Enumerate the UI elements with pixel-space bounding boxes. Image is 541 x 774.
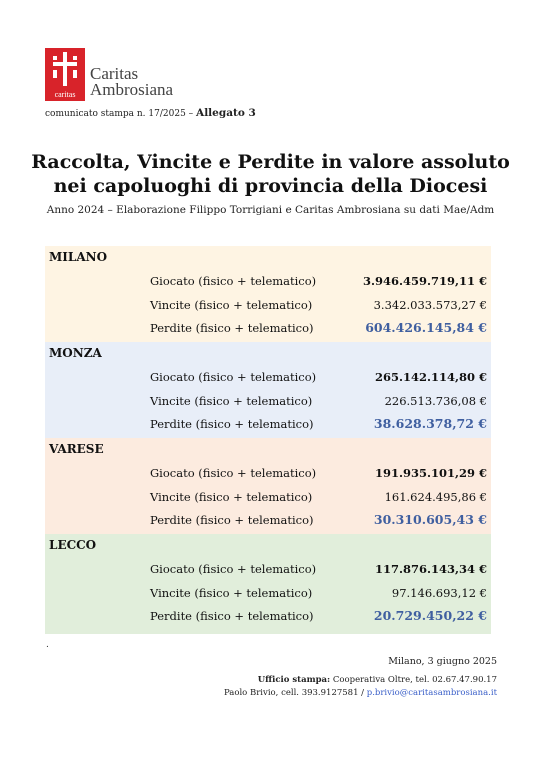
page-subtitle: Anno 2024 – Elaborazione Filippo Torrigiani e Caritas Ambrosiana su dati Mae/Adm <box>46 204 495 216</box>
row-label: Vincite (fisico + telematico) <box>150 586 313 600</box>
title-line1: Raccolta, Vincite e Perdite in valore assoluto <box>31 151 510 173</box>
title-line2: nei capoluoghi di provincia della Diocesi <box>53 175 488 197</box>
giocato-value: 117.876.143,34 € <box>374 562 487 576</box>
row-label: Perdite (fisico + telematico) <box>150 321 314 335</box>
city-block-varese <box>45 438 491 534</box>
row-label: Giocato (fisico + telematico) <box>150 274 317 288</box>
row-giocato <box>45 560 491 580</box>
giocato-value: 265.142.114,80 € <box>374 370 487 384</box>
page-title <box>0 150 541 198</box>
city-name: VARESE <box>49 442 104 456</box>
vincite-value: 226.513.736,08 € <box>384 394 487 408</box>
perdite-value: 20.729.450,22 € <box>373 608 487 623</box>
date-line: Milano, 3 giugno 2025 <box>388 656 497 667</box>
press-office-label: Ufficio stampa: <box>257 675 331 685</box>
vincite-value: 3.342.033.573,27 € <box>373 298 487 312</box>
comunicato-text: comunicato stampa n. 17/2025 – <box>45 109 194 119</box>
row-giocato <box>45 368 491 388</box>
perdite-value: 38.628.378,72 € <box>373 416 487 431</box>
city-block-milano <box>45 246 491 342</box>
row-vincite <box>45 392 491 412</box>
perdite-value: 604.426.145,84 € <box>365 320 487 335</box>
brand-line2: Ambrosiana <box>90 80 174 99</box>
row-label: Perdite (fisico + telematico) <box>150 417 314 431</box>
press-office-line <box>258 675 497 685</box>
stray-dot: . <box>46 640 49 650</box>
vincite-value: 97.146.693,12 € <box>391 586 487 600</box>
email-link[interactable]: p.brivio@caritasambrosiana.it <box>366 688 497 698</box>
city-name: MONZA <box>49 346 102 360</box>
row-vincite <box>45 296 491 316</box>
logo-text: caritas <box>54 90 76 99</box>
press-office-text: Cooperativa Oltre, tel. 02.67.47.90.17 <box>330 675 497 685</box>
row-vincite <box>45 488 491 508</box>
perdite-value: 30.310.605,43 € <box>373 512 487 527</box>
row-perdite <box>45 607 491 627</box>
row-giocato <box>45 464 491 484</box>
contact-line <box>224 688 497 698</box>
giocato-value: 3.946.459.719,11 € <box>362 274 487 288</box>
brand-name <box>90 66 173 98</box>
city-block-lecco <box>45 534 491 634</box>
row-label: Giocato (fisico + telematico) <box>150 466 317 480</box>
row-perdite <box>45 319 491 339</box>
row-label: Vincite (fisico + telematico) <box>150 394 313 408</box>
row-label: Perdite (fisico + telematico) <box>150 513 314 527</box>
row-vincite <box>45 584 491 604</box>
row-perdite <box>45 511 491 531</box>
row-perdite <box>45 415 491 435</box>
row-label: Giocato (fisico + telematico) <box>150 370 317 384</box>
city-name: MILANO <box>49 250 108 264</box>
city-name: LECCO <box>49 538 97 552</box>
brand-line1: Caritas <box>90 64 139 83</box>
city-block-monza <box>45 342 491 438</box>
press-release-number <box>45 107 256 119</box>
row-label: Giocato (fisico + telematico) <box>150 562 317 576</box>
row-label: Vincite (fisico + telematico) <box>150 490 313 504</box>
giocato-value: 191.935.101,29 € <box>374 466 487 480</box>
allegato-label: Allegato 3 <box>196 107 256 119</box>
caritas-logo <box>45 48 85 101</box>
row-label: Perdite (fisico + telematico) <box>150 609 314 623</box>
contact-text: Paolo Brivio, cell. 393.9127581 / <box>223 688 367 698</box>
vincite-value: 161.624.495,86 € <box>384 490 487 504</box>
row-giocato <box>45 272 491 292</box>
row-label: Vincite (fisico + telematico) <box>150 298 313 312</box>
